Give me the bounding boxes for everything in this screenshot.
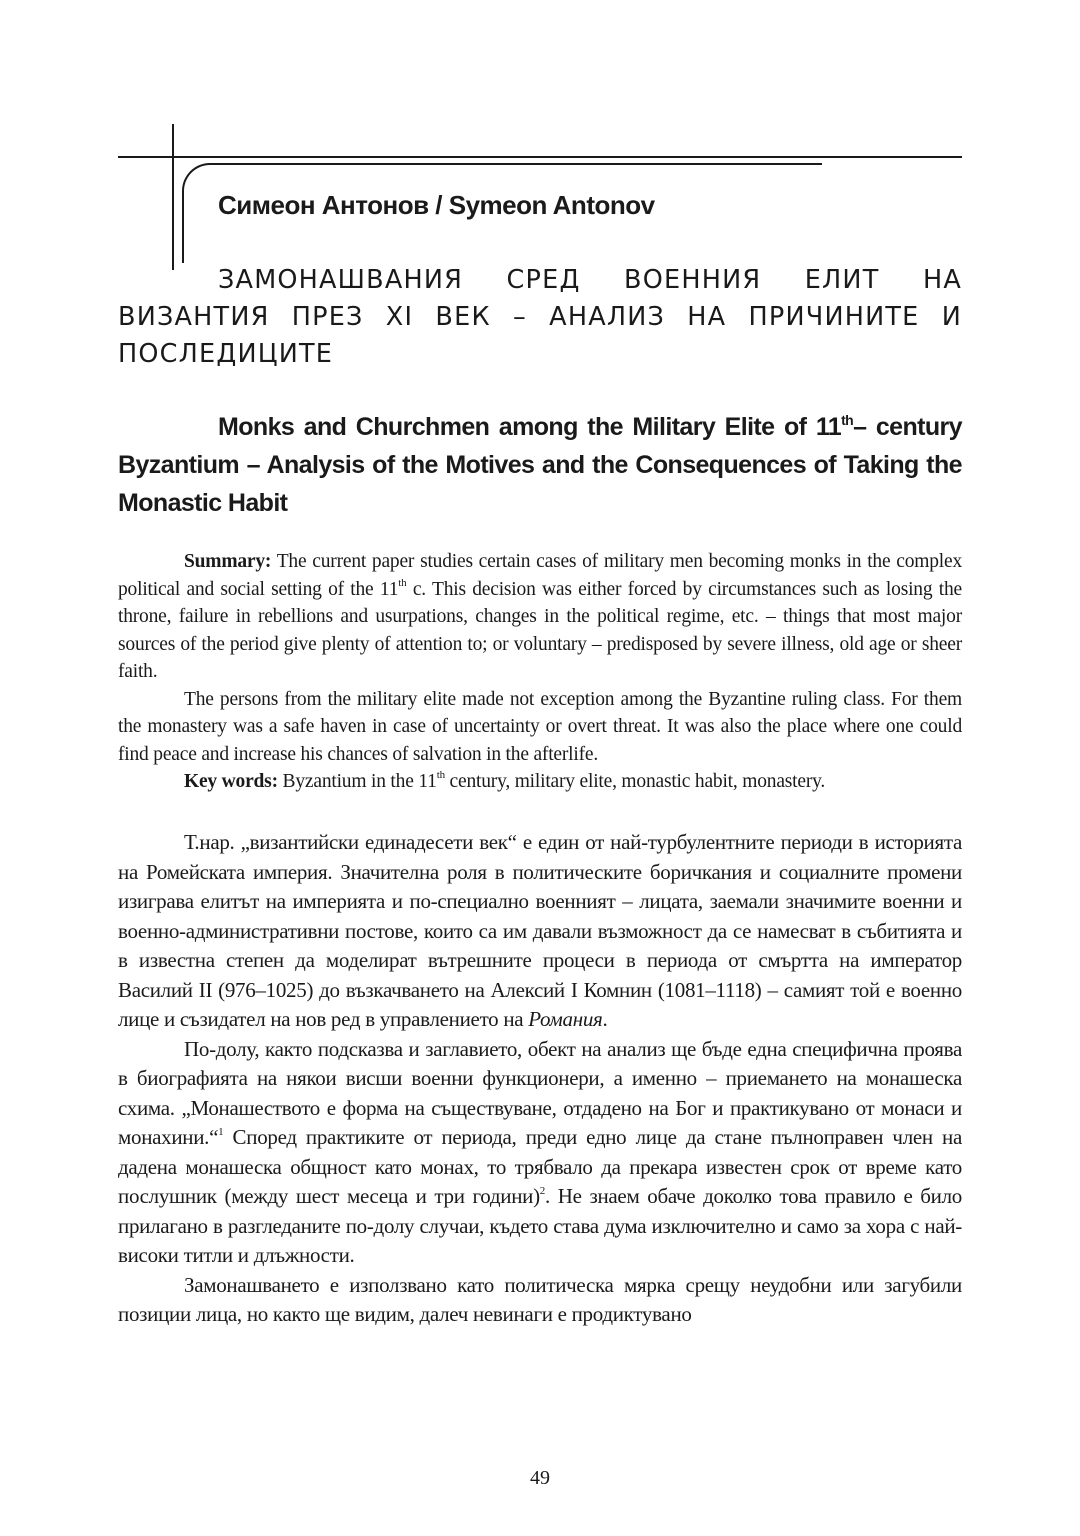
header-rule-vertical xyxy=(172,124,174,270)
main-text xyxy=(118,828,962,1330)
header-rule-horizontal xyxy=(118,156,962,158)
keywords: Key words: Byzantium in the 11th century, military elite, monastic habit, monastery. xyxy=(184,769,826,792)
body-paragraph-2: По-долу, както подсказва и заглавието, обект на анализ ще бъде една специфична проява в биографията на някои висши военни функционери, а именно – приемането на монашеска схима. „Монашеството е форма на съществуване, отдадено на Бог и практикувано от монаси и монахини.“$^1$ Според практиките от периода, преди едно лице да стане пълноправен член на дадена монашеска общност като монах, то трябвало да прекара известен срок от време като послушник (между шест месеца и три години)$^2$. Не знаем обаче доколко това правило е било прилагано в разгледаните по-долу случаи, където става дума изключително и само за хора с най-високи титли и длъжности. xyxy=(118,1036,963,1267)
summary-paragraph: Summary: The current paper studies certain cases of military men becoming monks in the complex political and social setting of the 11th c. This decision was either forced by circumstances such as losing the throne, failure in rebellions and usurpations, changes in the political regime, etc. – things that most major sources of the period give plenty of attention to; or voluntary – predisposed by severe illness, old age or sheer faith. xyxy=(118,551,963,682)
summary-paragraph-2: The persons from the military elite made not exception among the Byzantine ruling class. For them the monastery was a safe haven in case of uncertainty or overt threat. It was also the place where one could find peace and increase his chances of salvation in the afterlife. xyxy=(118,688,962,765)
title-bulgarian: ЗАМОНАШВАНИЯ СРЕД ВОЕННИЯ ЕЛИТ НА ВИЗАНТИЯ ПРЕЗ XI ВЕК – АНАЛИЗ НА ПРИЧИНИТЕ И ПОСЛЕДИЦИТЕ xyxy=(118,265,962,369)
title-english: Monks and Churchmen among the Military Elite of 11th– century Byzantium – Analysis of the Motives and the Consequences of Taking the Monastic Habit xyxy=(118,412,962,517)
body-paragraph-1: Т.нар. „византийски единадесети век“ е един от най-турбулентните периоди в историята на Ромейската империя. Значителна роля в политическите боричкания и социалните промени изиграва елитът на империята и по-специално военният – лицата, заемали значимите военни и военно-административни постове, които са им давали възможност да се намесват в събитията и в известна степен да моделират вътрешните процеси в периода от смъртта на император Василий II (976–1025) до възкачването на Алексий I Комнин (1081–1118) – самият той е военно лице и съзидател на нов ред в управлението на Романия. xyxy=(118,830,962,1031)
body-paragraph-3: Замонашването е използвано като политическа мярка срещу неудобни или загубили позиции лица, но както ще видим, далеч невинаги е продиктувано xyxy=(118,1272,962,1326)
abstract xyxy=(118,548,962,796)
summary-label: Summary: xyxy=(184,551,272,572)
page-number: 49 xyxy=(530,1467,550,1489)
footnote-ref-2[interactable]: 2 xyxy=(539,1185,545,1198)
keywords-label: Key words: xyxy=(184,771,278,792)
author-name: Симеон Антонов / Symeon Antonov xyxy=(218,190,655,220)
footnote-ref-1[interactable]: 1 xyxy=(218,1126,224,1139)
